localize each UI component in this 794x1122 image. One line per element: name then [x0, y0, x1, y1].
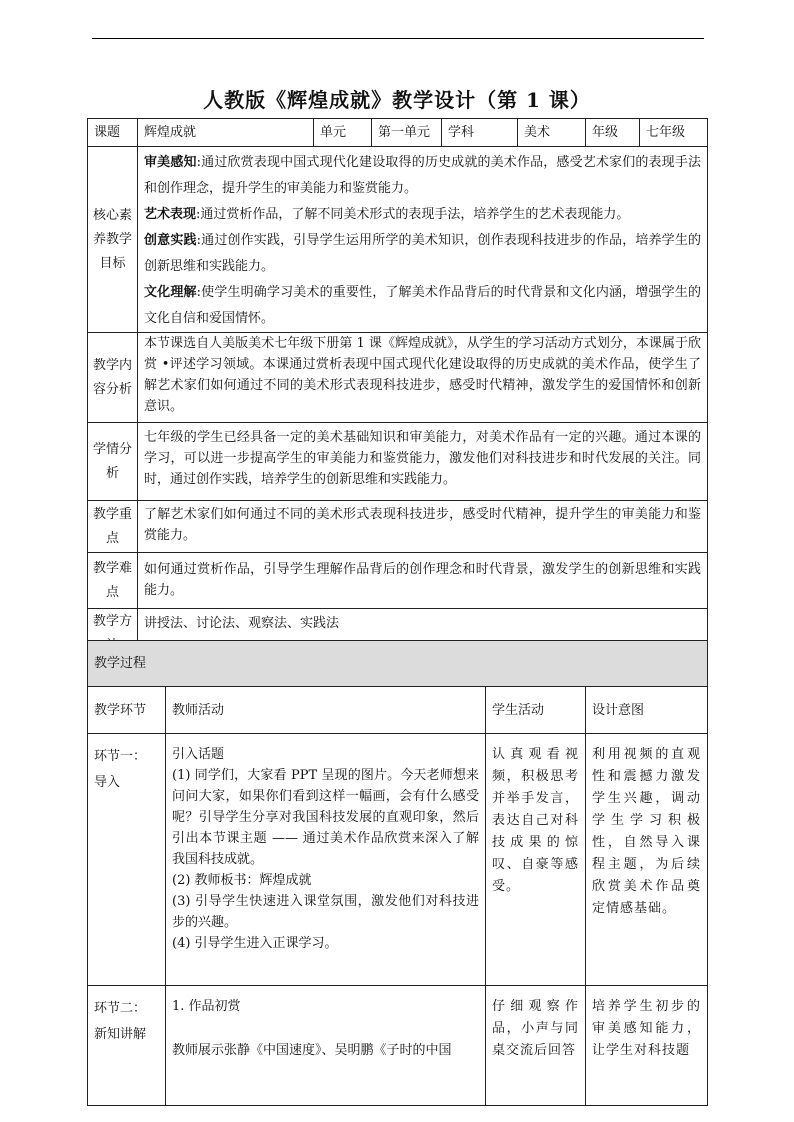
process-header-row: [88, 687, 708, 734]
topic-value: 辉煌成就: [138, 119, 314, 147]
intent-cell: 培养学生初步的审美感知能力，让学生对科技题: [586, 986, 708, 1106]
key-points-text: 了解艺术家们如何通过不同的美术形式表现科技进步，感受时代精神，提升学生的审美能力和鉴赏能力。: [138, 501, 708, 553]
methods-text: 讲授法、讨论法、观察法、实践法: [138, 609, 708, 659]
header-rule: [92, 38, 704, 39]
key-points-label: 教学重点: [88, 501, 138, 553]
intent-cell: 利用视频的直观性和震撼力激发学生兴趣，调动学生学习积极性，自然导入课程主题，为后续欣赏美术作品奠定情感基础。: [586, 734, 708, 986]
stage-cell: 环节一： 导入: [88, 734, 166, 986]
process-row: [88, 986, 708, 1106]
student-cell: 认真观看视频，积极思考并举手发言，表达自己对科技成果的惊叹、自豪等感受。: [486, 734, 586, 986]
teacher-cell: 1. 作品初赏 教师展示张静《中国速度》、吴明鹏《子时的中国: [166, 986, 486, 1106]
lesson-info-table: [87, 118, 708, 659]
goal-practice: 创意实践:通过创作实践，引导学生运用所学的美术知识，创作表现科技进步的作品，培养学生的创新思维和实践能力。: [144, 233, 701, 274]
methods-label: 教学方: [88, 609, 138, 659]
difficulties-row: [88, 553, 708, 609]
grade-label: 年级: [586, 119, 640, 147]
teacher-cell: 引入话题 (1) 同学们，大家看 PPT 呈现的图片。今天老师想来问问大家，如果你们看到这样一幅画，会有什么感受呢？引导学生分享对我国科技发展的直观印象，然后引出本节课主题 —— 通过美术作品欣赏来深入了解我国科技成就。 (2) 教师板书：辉煌成就 (3) 引导学生快速进入课堂氛围，激发他们对科技进步的兴趣。 (4) 引导学生进入正课学习。: [166, 734, 486, 986]
header-intent: 设计意图: [586, 687, 708, 734]
process-table: [87, 640, 708, 1106]
goals-label: 核心素养教学目标: [88, 147, 138, 333]
student-analysis-text: 七年级的学生已经具备一定的美术基础知识和审美能力，对美术作品有一定的兴趣。通过本课的学习，可以进一步提高学生的审美能力和鉴赏能力，激发他们对科技进步和时代发展的关注。同时，通过创作实践，培养学生的创新思维和实践能力。: [138, 423, 708, 501]
goal-expression: 艺术表现:通过赏析作品，了解不同美术形式的表现手法，培养学生的艺术表现能力。: [144, 207, 630, 222]
content-analysis-label: 教学内容分析: [88, 333, 138, 423]
subject-value: 美术: [518, 119, 586, 147]
goals-row: [88, 147, 708, 333]
process-row: [88, 734, 708, 986]
process-title: 教学过程: [88, 641, 708, 687]
process-title-row: [88, 641, 708, 687]
goal-culture: 文化理解:使学生明确学习美术的重要性，了解美术作品背后的时代背景和文化内涵，增强学生的文化自信和爱国情怀。: [144, 285, 701, 326]
stage-cell: 环节二： 新知讲解: [88, 986, 166, 1106]
difficulties-text: 如何通过赏析作品，引导学生理解作品背后的创作理念和时代背景，激发学生的创新思维和实践能力。: [138, 553, 708, 609]
grade-value: 七年级: [640, 119, 708, 147]
content-analysis-row: [88, 333, 708, 423]
student-analysis-label: 学情分析: [88, 423, 138, 501]
goals-content: [138, 147, 708, 333]
unit-label: 单元: [314, 119, 372, 147]
subject-label: 学科: [442, 119, 518, 147]
header-student: 学生活动: [486, 687, 586, 734]
goal-aesthetic: 审美感知:通过欣赏表现中国式现代化建设取得的历史成就的美术作品，感受艺术家们的表现手法和创作理念，提升学生的审美能力和鉴赏能力。: [144, 155, 701, 196]
difficulties-label: 教学难点: [88, 553, 138, 609]
unit-value: 第一单元: [372, 119, 442, 147]
header-teacher: 教师活动: [166, 687, 486, 734]
info-row: [88, 119, 708, 147]
student-analysis-row: [88, 423, 708, 501]
header-stage: 教学环节: [88, 687, 166, 734]
topic-label: 课题: [88, 119, 138, 147]
document-title: 人教版《辉煌成就》教学设计（第 1 课）: [203, 88, 591, 112]
student-cell: 仔细观察作品，小声与同桌交流后回答: [486, 986, 586, 1106]
key-points-row: [88, 501, 708, 553]
content-analysis-text: 本节课选自人美版美术七年级下册第 1 课《辉煌成就》，从学生的学习活动方式划分，本课属于欣赏 •评述学习领域。本课通过赏析表现中国式现代化建设取得的历史成就的美术作品，使学生了解艺术家们如何通过不同的美术形式表现科技进步，感受时代精神，激发学生的爱国情怀和创新意识。: [138, 333, 708, 423]
